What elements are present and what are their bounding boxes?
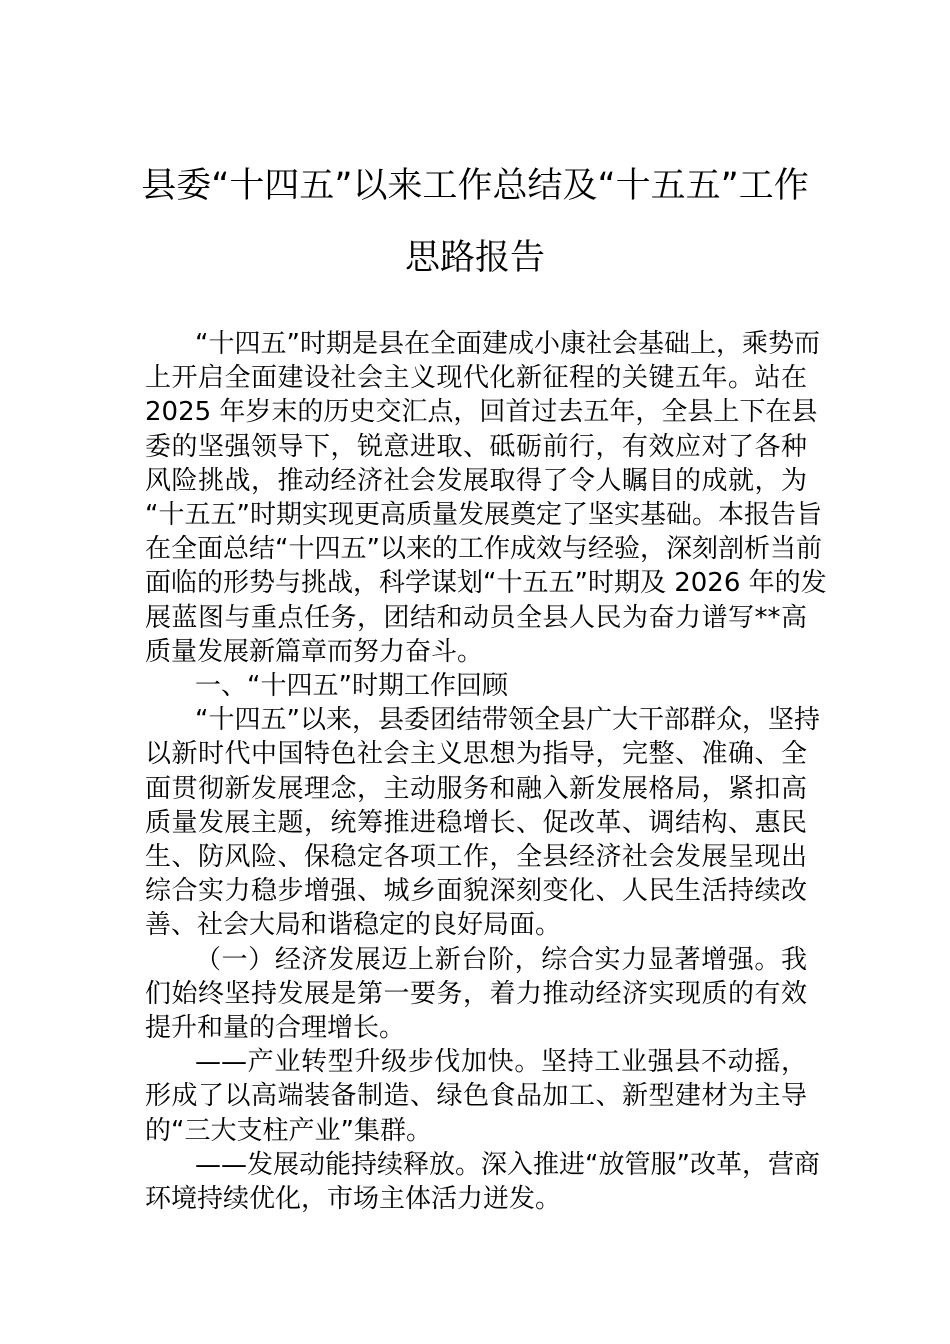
paragraph-intro [145,327,827,669]
text-line: 提升和量的合理增长。 [145,1013,406,1044]
text-line: 委的坚强领导下，锐意进取、砥砺前行，有效应对了各种 [145,431,807,462]
paragraph-momentum [145,1148,820,1216]
text-line: 面临的形势与挑战，科学谋划“十五五”时期及 2026 年的发 [145,568,827,599]
subsection-economy [145,943,807,1046]
text-line: 质量发展主题，统筹推进稳增长、促改革、调结构、惠民 [145,807,807,838]
text-line: 2025 年岁末的历史交汇点，回首过去五年，全县上下在县 [145,397,818,428]
document-body [145,327,827,1216]
text-line: 风险挑战，推动经济社会发展取得了令人瞩目的成就，为 [145,465,807,496]
text-line: “十五五”时期实现更高质量发展奠定了坚实基础。本报告旨 [145,500,822,531]
text-line: 在全面总结“十四五”以来的工作成效与经验，深刻剖析当前 [145,534,822,565]
text-line: （一）经济发展迈上新台阶，综合实力显著增强。我 [195,944,807,975]
text-line: ——发展动能持续释放。深入推进“放管服”改革，营商 [195,1149,820,1180]
text-line: “十四五”以来，县委团结带领全县广大干部群众，坚持 [195,705,820,736]
text-line: 善、社会大局和谐稳定的良好局面。 [145,910,562,941]
paragraph-industry [145,1045,807,1148]
text-line: “十四五”时期是县在全面建成小康社会基础上，乘势而 [195,329,820,359]
document-title-line-2: 思路报告 [404,238,545,278]
text-line: 形成了以高端装备制造、绿色食品加工、新型建材为主导 [145,1081,807,1112]
text-line: 上开启全面建设社会主义现代化新征程的关键五年。站在 [145,363,807,394]
paragraph-review [145,703,820,942]
text-line: 面贯彻新发展理念，主动服务和融入新发展格局，紧扣高 [145,773,807,804]
text-line: 以新时代中国特色社会主义思想为指导，完整、准确、全 [145,739,807,770]
document-title-line-1: 县委“十四五”以来工作总结及“十五五”工作 [141,166,809,206]
text-line: 综合实力稳步增强、城乡面貌深刻变化、人民生活持续改 [145,876,807,907]
text-line: 质量发展新篇章而努力奋斗。 [145,636,484,667]
text-line: 的“三大支柱产业”集群。 [145,1115,432,1146]
section-heading [145,669,807,703]
text-line: 展蓝图与重点任务，团结和动员全县人民为奋力谱写**高 [145,602,807,633]
text-line: 们始终坚持发展是第一要务，着力推动经济实现质的有效 [145,978,807,1009]
text-line: ——产业转型升级步伐加快。坚持工业强县不动摇， [195,1047,807,1078]
text-line: 生、防风险、保稳定各项工作，全县经济社会发展呈现出 [145,842,807,873]
text-line: 环境持续优化，市场主体活力迸发。 [145,1184,562,1215]
heading-text: 一、“十四五”时期工作回顾 [195,671,508,702]
